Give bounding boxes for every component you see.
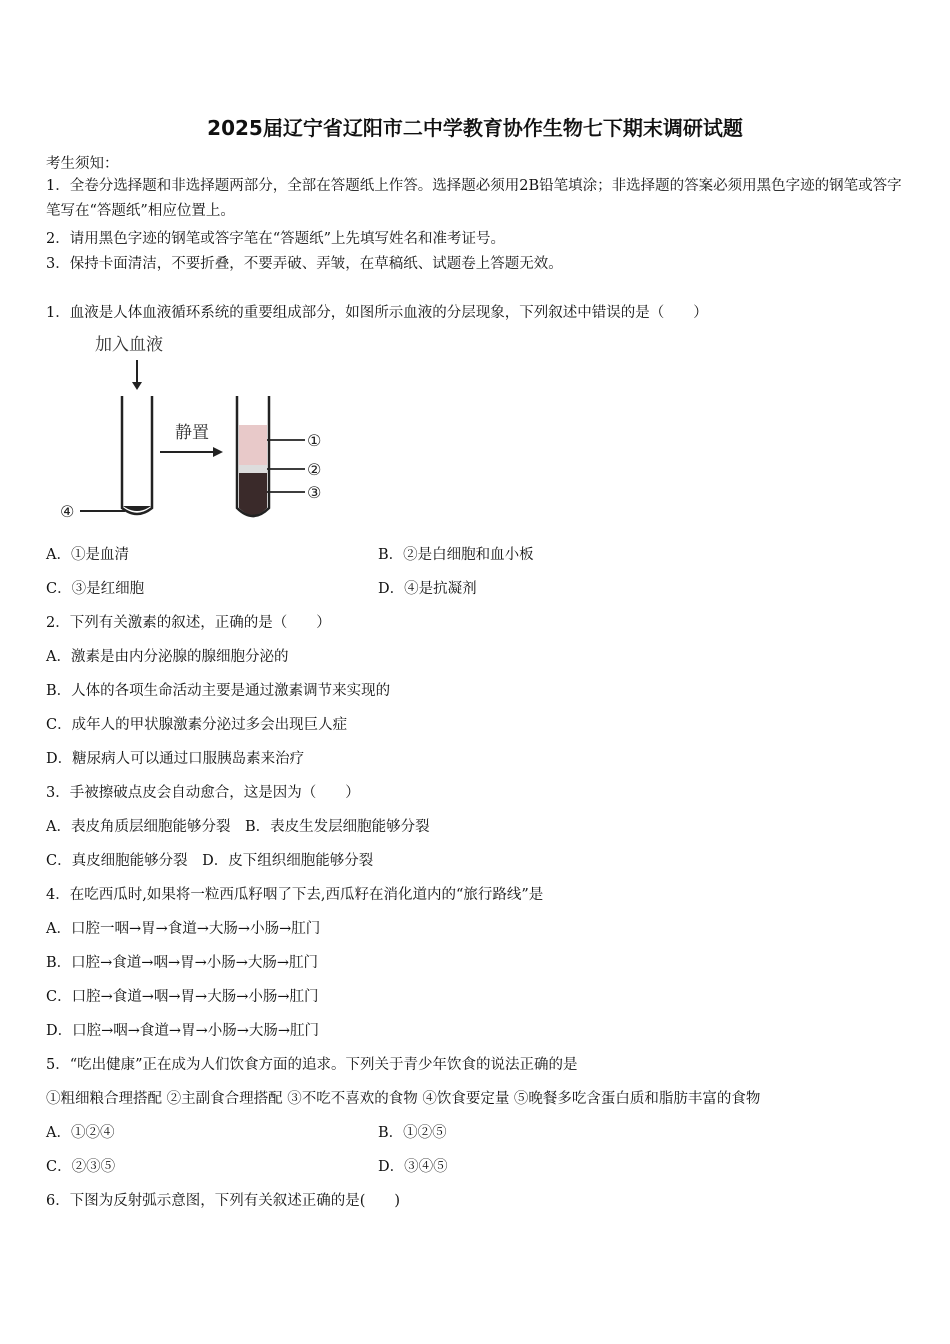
option-ab: A．表皮角质层细胞能够分裂 B．表皮生发层细胞能够分裂 bbox=[46, 819, 430, 835]
page-title: 2025届辽宁省辽阳市二中学教育协作生物七下期末调研试题 bbox=[207, 116, 743, 140]
option-c: C．③是红细胞 bbox=[46, 581, 145, 597]
label-standing: 静置 bbox=[175, 423, 209, 443]
mark-3: ③ bbox=[307, 483, 322, 502]
option-a: A．激素是由内分泌腺的腺细胞分泌的 bbox=[46, 649, 289, 665]
notice-item: 2．请用黑色字迹的钢笔或答字笔在“答题纸”上先填写姓名和准考证号。 bbox=[46, 231, 506, 247]
option-a: A．①②④ bbox=[46, 1125, 115, 1141]
option-b: B．②是白细胞和血小板 bbox=[378, 547, 534, 563]
option-d: D．口腔→咽→食道→胃→小肠→大肠→肛门 bbox=[46, 1023, 320, 1039]
option-c: C．成年人的甲状腺激素分泌过多会出现巨人症 bbox=[46, 717, 348, 733]
option-d: D．③④⑤ bbox=[378, 1159, 448, 1175]
mark-2: ② bbox=[307, 460, 322, 479]
option-cd: C．真皮细胞能够分裂 D．皮下组织细胞能够分裂 bbox=[46, 853, 374, 869]
question-stem: 6．下图为反射弧示意图，下列有关叙述正确的是( ) bbox=[46, 1193, 401, 1209]
question-stem: 2．下列有关激素的叙述，正确的是（ ） bbox=[46, 615, 331, 631]
mark-4: ④ bbox=[60, 502, 75, 521]
option-d: D．④是抗凝剂 bbox=[378, 581, 477, 597]
question-items: ①粗细粮合理搭配 ②主副食合理搭配 ③不吃不喜欢的食物 ④饮食要定量 ⑤晚餐多吃含蛋白质和脂肪丰富的食物 bbox=[46, 1091, 761, 1107]
question-stem: 1．血液是人体血液循环系统的重要组成部分，如图所示血液的分层现象，下列叙述中错误的是（ ） bbox=[46, 305, 708, 321]
option-b: B．人体的各项生命活动主要是通过激素调节来实现的 bbox=[46, 683, 391, 699]
question-stem: 5．“吃出健康”正在成为人们饮食方面的追求。下列关于青少年饮食的说法正确的是 bbox=[46, 1057, 578, 1073]
option-a: A．口腔一咽→胃→食道→大肠→小肠→肛门 bbox=[46, 921, 321, 937]
notice-item: 1．全卷分选择题和非选择题两部分，全部在答题纸上作答。选择题必须用2B铅笔填涂；非选择题的答案必须用黑色字迹的钢笔或答字笔写在“答题纸”相应位置上。 bbox=[46, 178, 902, 219]
option-d: D．糖尿病人可以通过口服胰岛素来治疗 bbox=[46, 751, 305, 767]
option-b: B．①②⑤ bbox=[378, 1125, 447, 1141]
notice-heading: 考生须知： bbox=[46, 156, 119, 172]
mark-1: ① bbox=[307, 431, 322, 450]
label-add-blood: 加入血液 bbox=[95, 335, 163, 355]
option-a: A．①是血清 bbox=[46, 547, 129, 563]
option-c: C．口腔→食道→咽→胃→大肠→小肠→肛门 bbox=[46, 989, 319, 1005]
option-c: C．②③⑤ bbox=[46, 1159, 116, 1175]
option-b: B．口腔→食道→咽→胃→小肠→大肠→肛门 bbox=[46, 955, 319, 971]
notice-item: 3．保持卡面清洁，不要折叠，不要弄破、弄皱，在草稿纸、试题卷上答题无效。 bbox=[46, 256, 563, 272]
blood-layering-figure bbox=[55, 330, 345, 525]
question-stem: 3．手被擦破点皮会自动愈合，这是因为（ ） bbox=[46, 785, 360, 801]
question-stem: 4．在吃西瓜时,如果将一粒西瓜籽咽了下去,西瓜籽在消化道内的“旅行路线”是 bbox=[46, 887, 544, 903]
